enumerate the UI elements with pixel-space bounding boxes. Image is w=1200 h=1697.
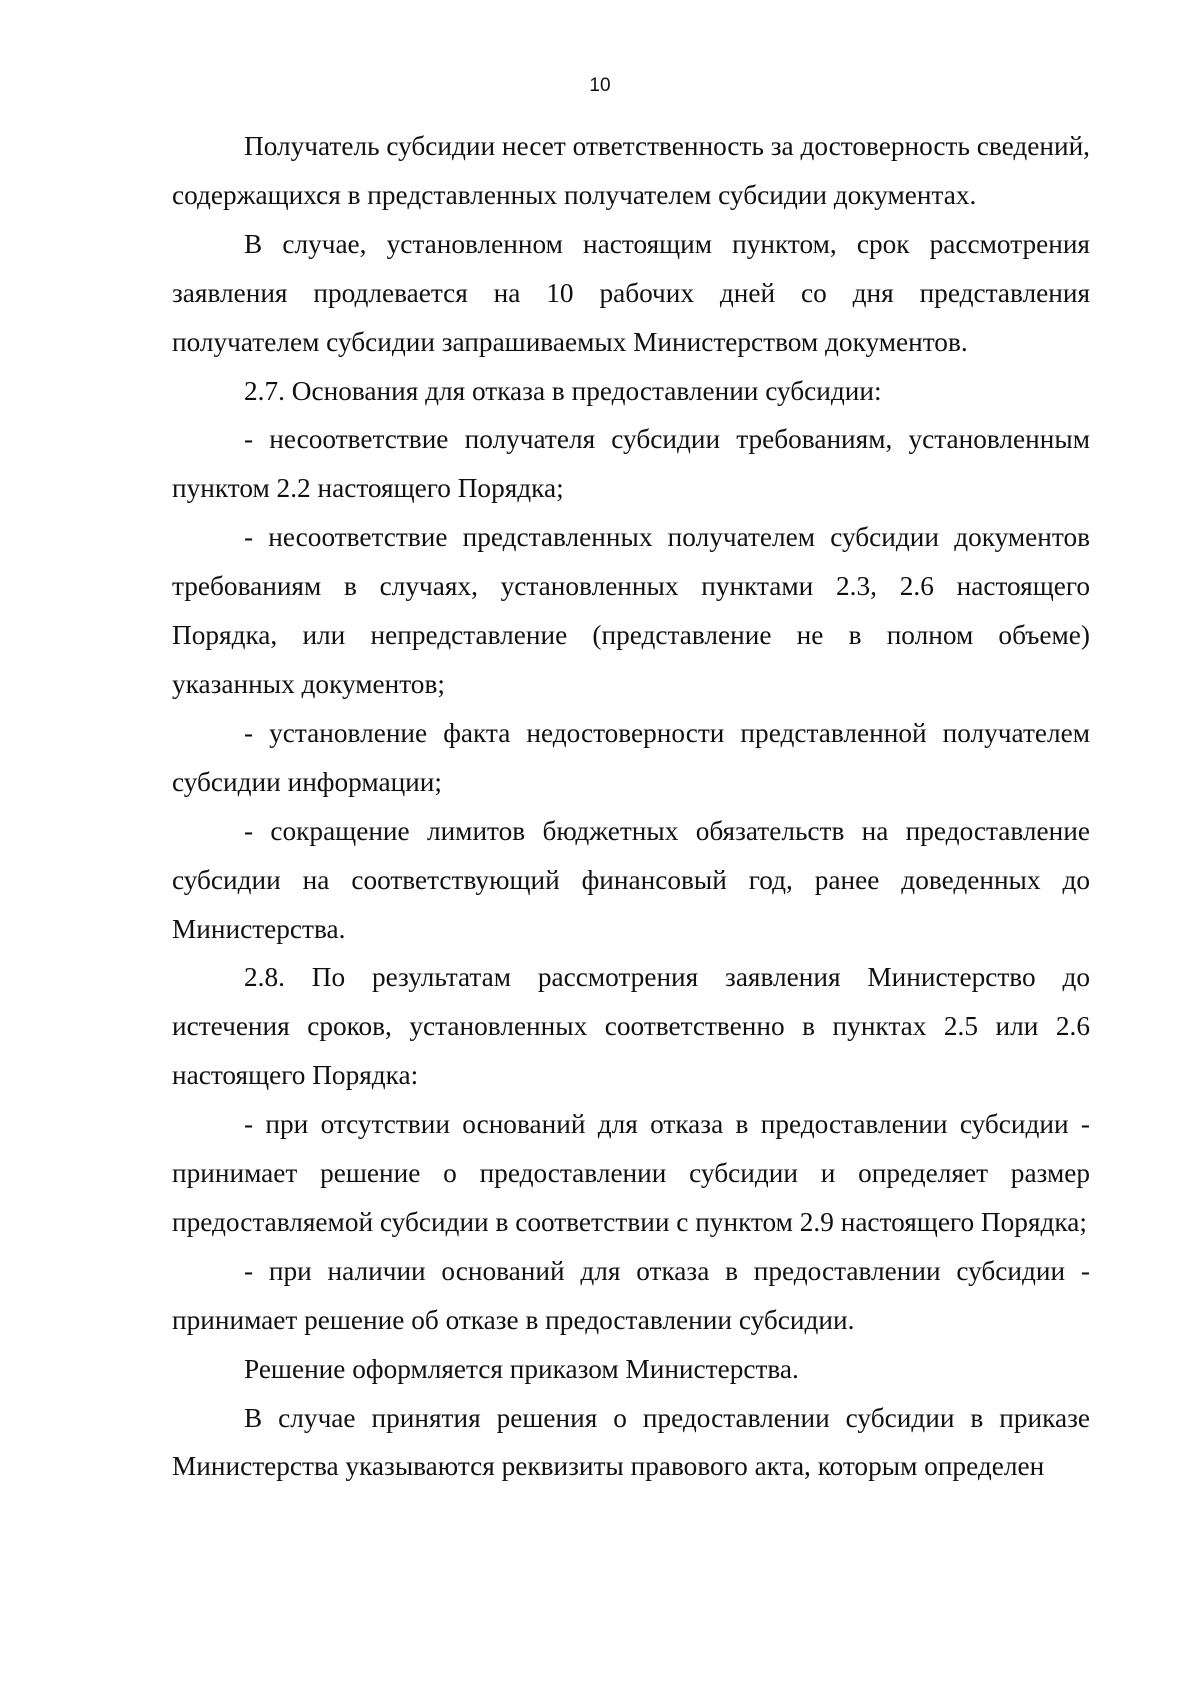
page-number: 10 — [589, 75, 611, 96]
list-item-documents-mismatch: - несоответствие представленных получателем субсидии документов требованиям в случаях, установленных пунктами 2.3, 2.6 настоящего Порядка, или непредставление (представление не в полном объеме) указанных документов; — [172, 522, 1090, 699]
paragraph-order-details: В случае принятия решения о предоставлении субсидии в приказе Министерства указываются реквизиты правового акта, которым определен — [172, 1402, 1090, 1482]
list-item-approval-decision: - при отсутствии оснований для отказа в предоставлении субсидии - принимает решение о предоставлении субсидии и определяет размер предоставляемой субсидии в соответствии с пунктом 2.9 настоящего Порядка; — [172, 1109, 1090, 1237]
paragraph-decision-order: Решение оформляется приказом Министерства. — [244, 1353, 799, 1384]
paragraph-2-8-heading: 2.8. По результатам рассмотрения заявления Министерство до истечения сроков, установленных соответственно в пунктах 2.5 или 2.6 настоящего Порядка: — [172, 962, 1090, 1091]
list-item-budget-reduction: - сокращение лимитов бюджетных обязательств на предоставление субсидии на соответствующий финансовый год, ранее доведенных до Министерства. — [172, 815, 1090, 944]
paragraph-review-extension: В случае, установленном настоящим пунктом, срок рассмотрения заявления продлевается на 10 рабочих дней со дня представления получателем субсидии запрашиваемых Министерством документов. — [172, 228, 1090, 357]
paragraph-recipient-responsibility: Получатель субсидии несет ответственность за достоверность сведений, содержащихся в представленных получателем субсидии документах. — [172, 131, 1091, 210]
list-item-requirements-mismatch: - несоответствие получателя субсидии требованиям, установленным пунктом 2.2 настоящего Порядка; — [172, 424, 1090, 504]
document-body — [172, 122, 1090, 1491]
list-item-refusal-decision: - при наличии оснований для отказа в предоставлении субсидии - принимает решение об отказе в предоставлении субсидии. — [172, 1255, 1090, 1335]
list-item-false-information: - установление факта недостоверности представленной получателем субсидии информации; — [172, 717, 1090, 797]
paragraph-2-7-heading: 2.7. Основания для отказа в предоставлении субсидии: — [244, 375, 882, 406]
